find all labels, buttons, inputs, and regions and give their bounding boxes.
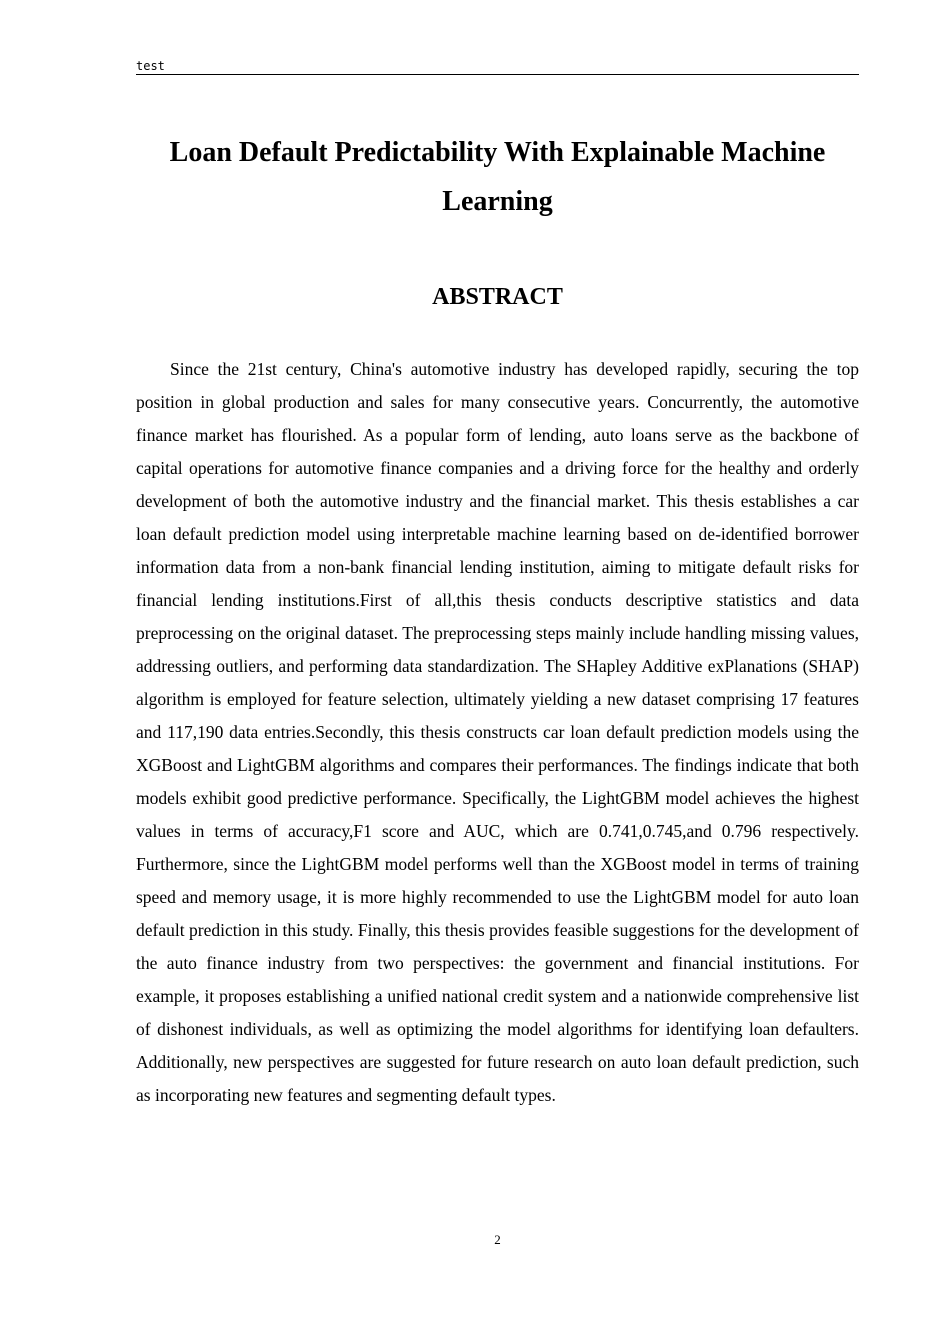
abstract-paragraph: Since the 21st century, China's automotive industry has developed rapidly, securing the top position in global production and sales for many consecutive years. Concurrently, the automotive finance market has flourished. As a popular form of lending, auto loans serve as the backbone of capital operations for automotive finance companies and a driving force for the healthy and orderly development of both the automotive industry and the financial market. This thesis establishes a car loan default prediction model using interpretable machine learning based on de-identified borrower information data from a non-bank financial lending institution, aiming to mitigate default risks for financial lending institutions.First of all,this thesis conducts descriptive statistics and data preprocessing on the original dataset. The preprocessing steps mainly include handling missing values, addressing outliers, and performing data standardization. The SHapley Additive exPlanations (SHAP) algorithm is employed for feature selection, ultimately yielding a new dataset comprising 17 features and 117,190 data entries.Secondly, this thesis constructs car loan default prediction models using the XGBoost and LightGBM algorithms and compares their performances. The findings indicate that both models exhibit good predictive performance. Specifically, the LightGBM model achieves the highest values in terms of accuracy,F1 score and AUC, which are 0.741,0.745,and 0.796 respectively. Furthermore, since the LightGBM model performs well than the XGBoost model in terms of training speed and memory usage, it is more highly recommended to use the LightGBM model for auto loan default prediction in this study. Finally, this thesis provides feasible suggestions for the development of the auto finance industry from two perspectives: the government and financial institutions. For example, it proposes establishing a unified national credit system and a nationwide comprehensive list of dishonest individuals, as well as optimizing the model algorithms for identifying loan defaulters. Additionally, new perspectives are suggested for future research on auto loan default prediction, such as incorporating new features and segmenting default types.	[136, 359, 859, 1105]
paper-title: Loan Default Predictability With Explainable Machine Learning	[169, 137, 826, 217]
page-number: 2	[494, 1232, 501, 1247]
page-header	[136, 58, 859, 75]
abstract-heading: ABSTRACT	[432, 284, 563, 310]
running-head: test	[136, 59, 165, 73]
